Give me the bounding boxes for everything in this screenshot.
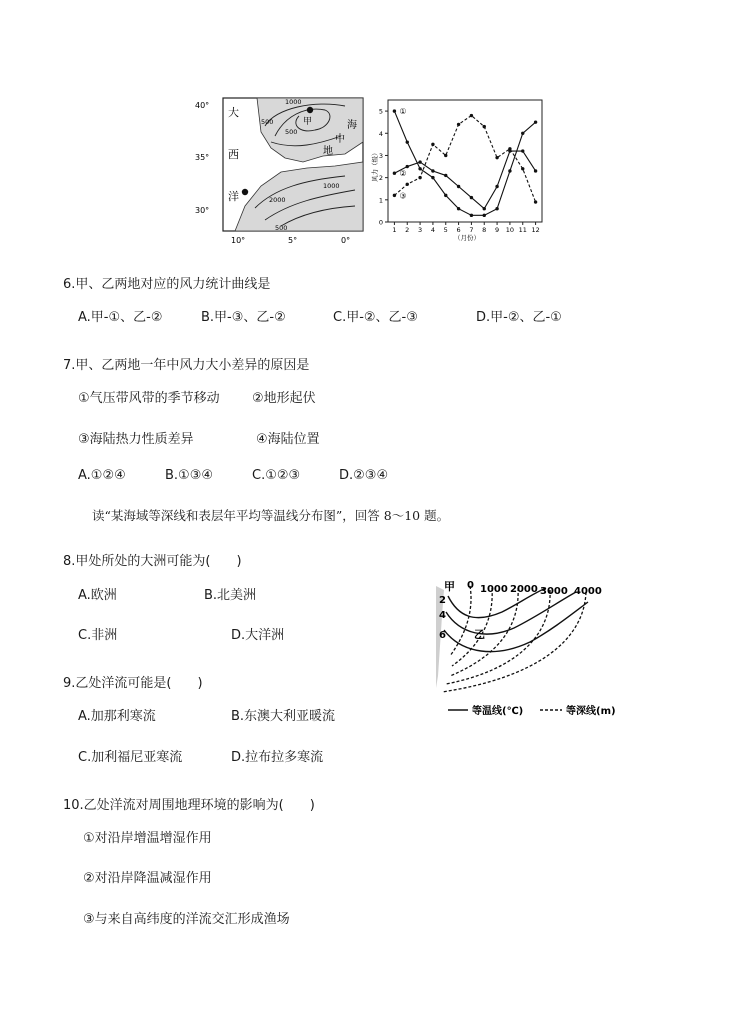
q9-option-b[interactable]: B.东澳大利亚暖流: [231, 709, 336, 724]
x-tick-label: 10: [505, 226, 515, 234]
series-label-1: ①: [399, 107, 407, 117]
data-point: [534, 200, 537, 203]
data-point: [521, 132, 524, 135]
wind-line-chart: [366, 94, 550, 244]
q10-item-1: ①对沿岸增温增湿作用: [83, 831, 212, 846]
depth-label-0: 0: [467, 580, 474, 591]
data-point: [431, 169, 434, 172]
x-tick-label: 11: [518, 226, 527, 234]
q9-option-a[interactable]: A.加那利寒流: [78, 709, 156, 724]
x-tick-label: 5: [443, 226, 448, 234]
q9-option-d[interactable]: D.拉布拉多寒流: [231, 750, 324, 765]
data-point: [534, 169, 537, 172]
data-point: [406, 140, 409, 143]
lon-label-5: 5°: [288, 236, 298, 245]
y-tick-label: 1: [378, 196, 383, 205]
q8-option-b[interactable]: B.北美洲: [204, 588, 257, 603]
sea-isotherm-figure: [434, 576, 630, 722]
depth-label-2000: 2000: [510, 584, 538, 595]
data-point: [457, 185, 460, 188]
q7-item-3: ③海陆热力性质差异: [78, 432, 194, 447]
contour-label: 2000: [269, 196, 286, 204]
q8-option-d[interactable]: D.大洋洲: [231, 628, 285, 643]
data-point: [444, 194, 447, 197]
map-label-zhong: 中: [335, 134, 345, 145]
data-point: [483, 207, 486, 210]
x-tick-label: 1: [392, 226, 397, 234]
data-point: [521, 149, 524, 152]
data-point: [495, 156, 498, 159]
map-label-hai: 海: [347, 120, 357, 131]
data-point: [457, 207, 460, 210]
q7-option-d[interactable]: D.②③④: [339, 468, 389, 483]
data-point: [393, 109, 396, 112]
data-point: [495, 185, 498, 188]
data-point: [483, 214, 486, 217]
wind-chart-figure: [366, 94, 550, 244]
q6-option-d[interactable]: D.甲-②、乙-①: [476, 310, 562, 325]
q7-item-1: ①气压带风带的季节移动: [78, 391, 220, 406]
x-tick-label: 8: [482, 226, 487, 234]
contour-label: 1000: [285, 98, 302, 106]
depth-label-3000: 3000: [540, 586, 568, 597]
q8-option-c[interactable]: C.非洲: [78, 628, 118, 643]
contour-label: 500: [285, 128, 298, 136]
data-point: [431, 143, 434, 146]
contour-label: 500: [261, 118, 274, 126]
map-label-da: 大: [228, 106, 239, 119]
lat-label-30: 30°: [195, 206, 210, 215]
legend-isobath: 等深线(m): [566, 706, 616, 717]
legend-isotherm: 等温线(℃): [472, 706, 524, 717]
data-point: [393, 194, 396, 197]
series-label-2: ②: [399, 169, 407, 179]
data-point: [431, 176, 434, 179]
map-label-xi: 西: [228, 148, 239, 161]
data-point: [418, 167, 421, 170]
data-point: [470, 214, 473, 217]
q7-item-2: ②地形起伏: [252, 391, 316, 406]
q6-option-a[interactable]: A.甲-①、乙-②: [78, 310, 163, 325]
map-label-di: 地: [323, 146, 333, 157]
q10-item-3: ③与来自高纬度的洋流交汇形成渔场: [83, 912, 290, 927]
lat-label-40: 40°: [195, 101, 210, 110]
q7-stem: 7.甲、乙两地一年中风力大小差异的原因是: [63, 358, 310, 373]
data-point: [418, 160, 421, 163]
data-point: [406, 183, 409, 186]
lon-label-0: 0°: [341, 236, 351, 245]
depth-label-1000: 1000: [480, 584, 508, 595]
marker-jia: 甲: [444, 580, 455, 593]
reading-prompt: 读“某海域等深线和表层年平均等温线分布图”，回答 8～10 题。: [92, 508, 450, 523]
data-point: [406, 165, 409, 168]
q6-stem: 6.甲、乙两地对应的风力统计曲线是: [63, 277, 271, 292]
q7-option-b[interactable]: B.①③④: [165, 468, 214, 483]
contour-label: 1000: [323, 182, 340, 190]
data-point: [508, 169, 511, 172]
map-label-jia: 甲: [303, 117, 313, 127]
x-tick-label: 9: [495, 226, 500, 234]
temp-label-6: 6: [439, 630, 446, 641]
x-tick-label: 4: [430, 226, 435, 234]
x-tick-label: 12: [531, 226, 540, 234]
q10-item-2: ②对沿岸降温减湿作用: [83, 871, 212, 886]
contour-label: 500: [275, 224, 288, 232]
y-tick-label: 2: [378, 174, 383, 183]
q6-option-c[interactable]: C.甲-②、乙-③: [333, 310, 418, 325]
data-point: [508, 147, 511, 150]
data-point: [521, 167, 524, 170]
temp-label-2: 2: [439, 595, 446, 606]
q7-option-a[interactable]: A.①②④: [78, 468, 126, 483]
x-tick-label: 6: [456, 226, 461, 234]
lat-label-35: 35°: [195, 153, 210, 162]
data-point: [444, 154, 447, 157]
isotherm-isobath-diagram: [434, 576, 630, 722]
series-label-3: ③: [399, 191, 407, 201]
q9-option-c[interactable]: C.加利福尼亚寒流: [78, 750, 183, 765]
data-point: [483, 125, 486, 128]
x-tick-label: 3: [418, 226, 423, 234]
x-tick-label: 2: [405, 226, 410, 234]
q9-stem: 9.乙处洋流可能是( ): [63, 676, 203, 691]
q7-item-4: ④海陆位置: [256, 432, 320, 447]
map-figure: [195, 96, 367, 258]
data-point: [470, 114, 473, 117]
q8-stem: 8.甲处所处的大洲可能为( ): [63, 554, 242, 569]
data-point: [495, 207, 498, 210]
data-point: [444, 174, 447, 177]
q10-stem: 10.乙处洋流对周围地理环境的影响为( ): [63, 798, 315, 813]
data-point: [393, 172, 396, 175]
q6-option-b[interactable]: B.甲-③、乙-②: [201, 310, 286, 325]
y-tick-label: 3: [378, 151, 383, 160]
data-point: [457, 123, 460, 126]
y-tick-label: 0: [378, 218, 383, 227]
depth-label-4000: 4000: [574, 586, 602, 597]
y-tick-label: 5: [378, 107, 383, 116]
q8-option-a[interactable]: A.欧洲: [78, 588, 117, 603]
x-axis-label: （月份）: [454, 234, 480, 242]
data-point: [534, 120, 537, 123]
x-tick-label: 7: [469, 226, 474, 234]
marker-yi: 乙: [474, 628, 485, 641]
data-point: [418, 176, 421, 179]
y-axis-label: 风力（级）: [371, 149, 379, 182]
lon-label-10: 10°: [231, 236, 246, 245]
y-tick-label: 4: [378, 129, 383, 138]
contour-map: [195, 96, 367, 258]
temp-label-4: 4: [439, 610, 446, 621]
data-point: [470, 196, 473, 199]
map-label-yang: 洋: [228, 190, 239, 203]
q7-option-c[interactable]: C.①②③: [252, 468, 301, 483]
